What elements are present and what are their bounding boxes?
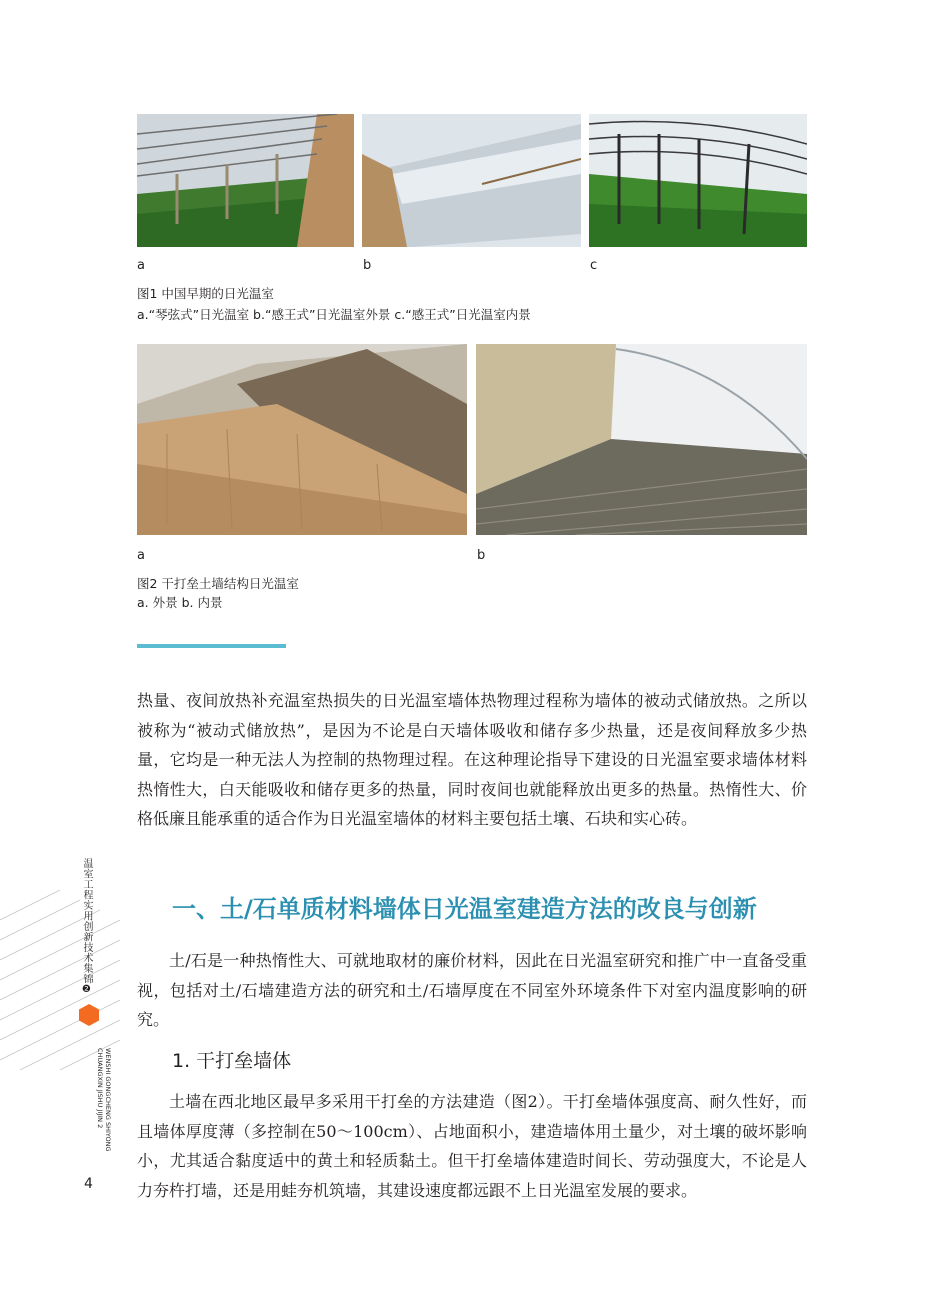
sub-paragraph: 土墙在西北地区最早多采用干打垒的方法建造（图2）。干打垒墙体强度高、耐久性好，而且墙体厚度薄（多控制在50～100cm）、占地面积小，建造墙体用土量少，对土壤的破坏影响小，尤其适合黏度适中的黄土和轻质黏土。但干打垒墙体建造时间长、劳动强度大，不论是人力夯杵打墙，还是用蛙夯机筑墙，其建设速度都远跟不上日光温室发展的要求。 bbox=[137, 1092, 807, 1200]
book-title-vertical: 温室工程实用创新技术集锦❷ bbox=[81, 858, 92, 996]
book-title-pinyin: WENSHI GONGCHENG SHIYONG CHUANGXIN JISHU JIJIN 2 bbox=[96, 1048, 112, 1152]
fig1a-label: a bbox=[137, 258, 145, 273]
fig1b-photo bbox=[362, 114, 581, 247]
fig1c-label: c bbox=[590, 258, 598, 273]
sub-paragraph-block bbox=[137, 1087, 807, 1205]
section-paragraph-block bbox=[137, 946, 807, 1035]
page-number: 4 bbox=[84, 1176, 93, 1192]
fig2b-label: b bbox=[477, 548, 486, 563]
section-heading: 一、土/石单质材料墙体日光温室建造方法的改良与创新 bbox=[172, 895, 757, 923]
figure2-caption: a. 外景 b. 内景 bbox=[137, 595, 223, 610]
fig2a-label: a bbox=[137, 548, 145, 563]
figure1-caption: a.“琴弦式”日光温室 b.“感王式”日光温室外景 c.“感王式”日光温室内景 bbox=[137, 307, 531, 322]
subheading: 1. 干打垒墙体 bbox=[172, 1050, 292, 1072]
intro-paragraph-block bbox=[137, 686, 807, 834]
fig2a-photo bbox=[137, 344, 467, 535]
section-paragraph: 土/石是一种热惰性大、可就地取材的廉价材料，因此在日光温室研究和推广中一直备受重视，包括对土/石墙建造方法的研究和土/石墙厚度在不同室外环境条件下对室内温度影响的研究。 bbox=[137, 951, 807, 1029]
fig1c-photo bbox=[589, 114, 807, 247]
fig1a-photo bbox=[137, 114, 354, 247]
section-divider-rule bbox=[137, 644, 286, 648]
hexagon-icon bbox=[79, 1004, 99, 1026]
fig1b-label: b bbox=[363, 258, 372, 273]
figure1-title: 图1 中国早期的日光温室 bbox=[137, 286, 274, 301]
diagonal-hatch-decoration bbox=[0, 890, 120, 1070]
fig2b-photo bbox=[476, 344, 807, 535]
intro-paragraph: 热量、夜间放热补充温室热损失的日光温室墙体热物理过程称为墙体的被动式储放热。之所以被称为“被动式储放热”，是因为不论是白天墙体吸收和储存多少热量，还是夜间释放多少热量，它均是一种无法人为控制的热物理过程。在这种理论指导下建设的日光温室要求墙体材料热惰性大，白天能吸收和储存更多的热量，同时夜间也就能释放出更多的热量。热惰性大、价格低廉且能承重的适合作为日光温室墙体的材料主要包括土壤、石块和实心砖。 bbox=[137, 691, 807, 828]
figure2-title: 图2 干打垒土墙结构日光温室 bbox=[137, 576, 299, 591]
